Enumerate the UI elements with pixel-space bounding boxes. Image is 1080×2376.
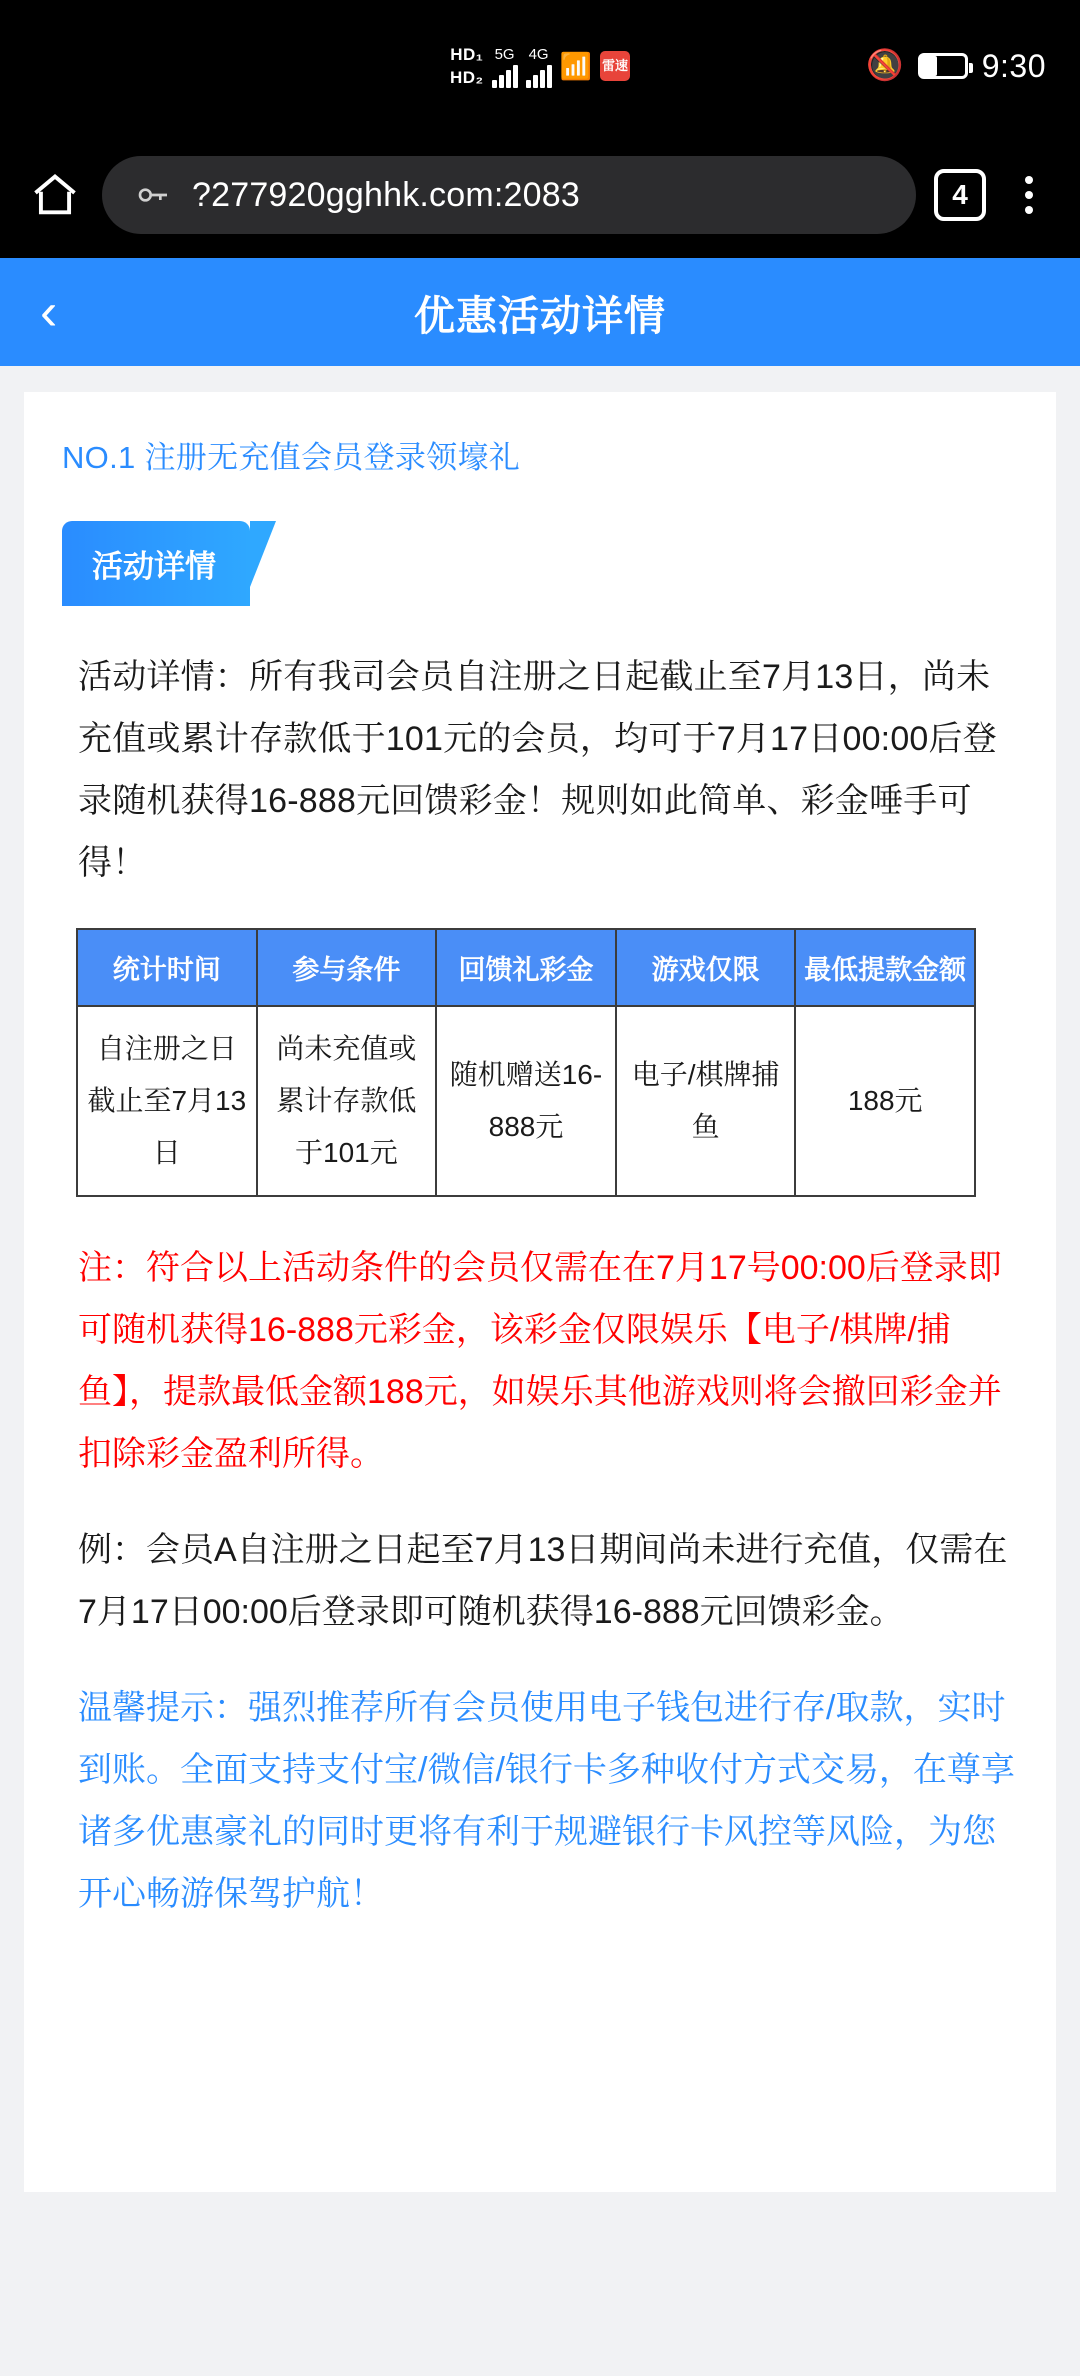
sim2-signal-bars-icon bbox=[526, 64, 552, 88]
hd-voice-icons bbox=[450, 45, 484, 88]
note-paragraph: 注：符合以上活动条件的会员仅需在在7月17号00:00后登录即可随机获得16-888元彩金，该彩金仅限娱乐【电子/棋牌/捕鱼】，提款最低金额188元，如娱乐其他游戏则将会撤回彩金并扣除彩金盈利所得。 bbox=[78, 1249, 1002, 1473]
table-row bbox=[77, 1006, 975, 1196]
table-header-row bbox=[77, 929, 975, 1006]
activity-table bbox=[76, 928, 976, 1197]
hd1-icon: HD₁ bbox=[450, 44, 484, 64]
promo-title: NO.1 注册无充值会员登录领壕礼 bbox=[62, 440, 521, 475]
home-icon[interactable] bbox=[26, 166, 84, 224]
back-chevron-icon[interactable]: ‹ bbox=[40, 283, 58, 341]
table-header-cell: 回馈礼彩金 bbox=[436, 929, 616, 1006]
status-bar-clock: 9:30 bbox=[981, 47, 1046, 84]
example-paragraph: 例：会员A自注册之日起至7月13日期间尚未进行充值，仅需在7月17日00:00后登录即可随机获得16-888元回馈彩金。 bbox=[78, 1531, 1008, 1631]
status-bar-right bbox=[816, 48, 1046, 85]
table-cell-period: 自注册之日截止至7月13日 bbox=[77, 1006, 257, 1196]
bell-muted-icon: 🔕 bbox=[866, 49, 904, 82]
page-title: 优惠活动详情 bbox=[414, 292, 666, 339]
page-body bbox=[0, 366, 1080, 2376]
detail-paragraph: 活动详情：所有我司会员自注册之日起截止至7月13日，尚未充值或累计存款低于101元的会员，均可于7月17日00:00后登录随机获得16-888元回馈彩金！规则如此简单、彩金唾手可得！ bbox=[78, 658, 997, 882]
url-bar[interactable] bbox=[102, 156, 916, 234]
promo-card bbox=[24, 392, 1056, 2192]
app-notification-icon: 雷速 bbox=[600, 51, 630, 81]
table-header-cell: 最低提款金额 bbox=[795, 929, 975, 1006]
tip-paragraph: 温馨提示：强烈推荐所有会员使用电子钱包进行存/取款，实时到账。全面支持支付宝/微信/银行卡多种收付方式交易，在尊享诸多优惠豪礼的同时更将有利于规避银行卡风控等风险，为您开心畅游保驾护航！ bbox=[78, 1689, 1015, 1913]
sim2-signal bbox=[526, 44, 552, 88]
sim1-signal bbox=[492, 44, 518, 88]
table-header-cell: 参与条件 bbox=[257, 929, 437, 1006]
table-header-cell: 游戏仅限 bbox=[616, 929, 796, 1006]
browser-toolbar bbox=[0, 132, 1080, 258]
kebab-menu-icon[interactable] bbox=[1004, 176, 1054, 214]
site-info-icon[interactable] bbox=[132, 175, 172, 215]
table-header-cell: 统计时间 bbox=[77, 929, 257, 1006]
status-bar bbox=[0, 0, 1080, 132]
tab-activity-detail[interactable]: 活动详情 bbox=[62, 521, 250, 606]
hd2-icon: HD₂ bbox=[450, 67, 484, 87]
table-cell-min-withdraw: 188元 bbox=[795, 1006, 975, 1196]
tab-bar bbox=[62, 521, 1018, 606]
table-cell-games: 电子/棋牌捕鱼 bbox=[616, 1006, 796, 1196]
sim1-signal-bars-icon bbox=[492, 64, 518, 88]
url-text: ?277920gghhk.com:2083 bbox=[192, 175, 580, 214]
sim2-network-label: 4G bbox=[528, 46, 549, 63]
status-bar-indicators bbox=[264, 44, 816, 88]
table-cell-condition: 尚未充值或累计存款低于101元 bbox=[257, 1006, 437, 1196]
tab-count-button[interactable]: 4 bbox=[934, 169, 986, 221]
table-cell-bonus: 随机赠送16-888元 bbox=[436, 1006, 616, 1196]
sim1-network-label: 5G bbox=[494, 46, 515, 63]
wifi-icon: 📶 bbox=[559, 51, 592, 81]
battery-icon bbox=[918, 53, 968, 79]
app-header bbox=[0, 258, 1080, 366]
